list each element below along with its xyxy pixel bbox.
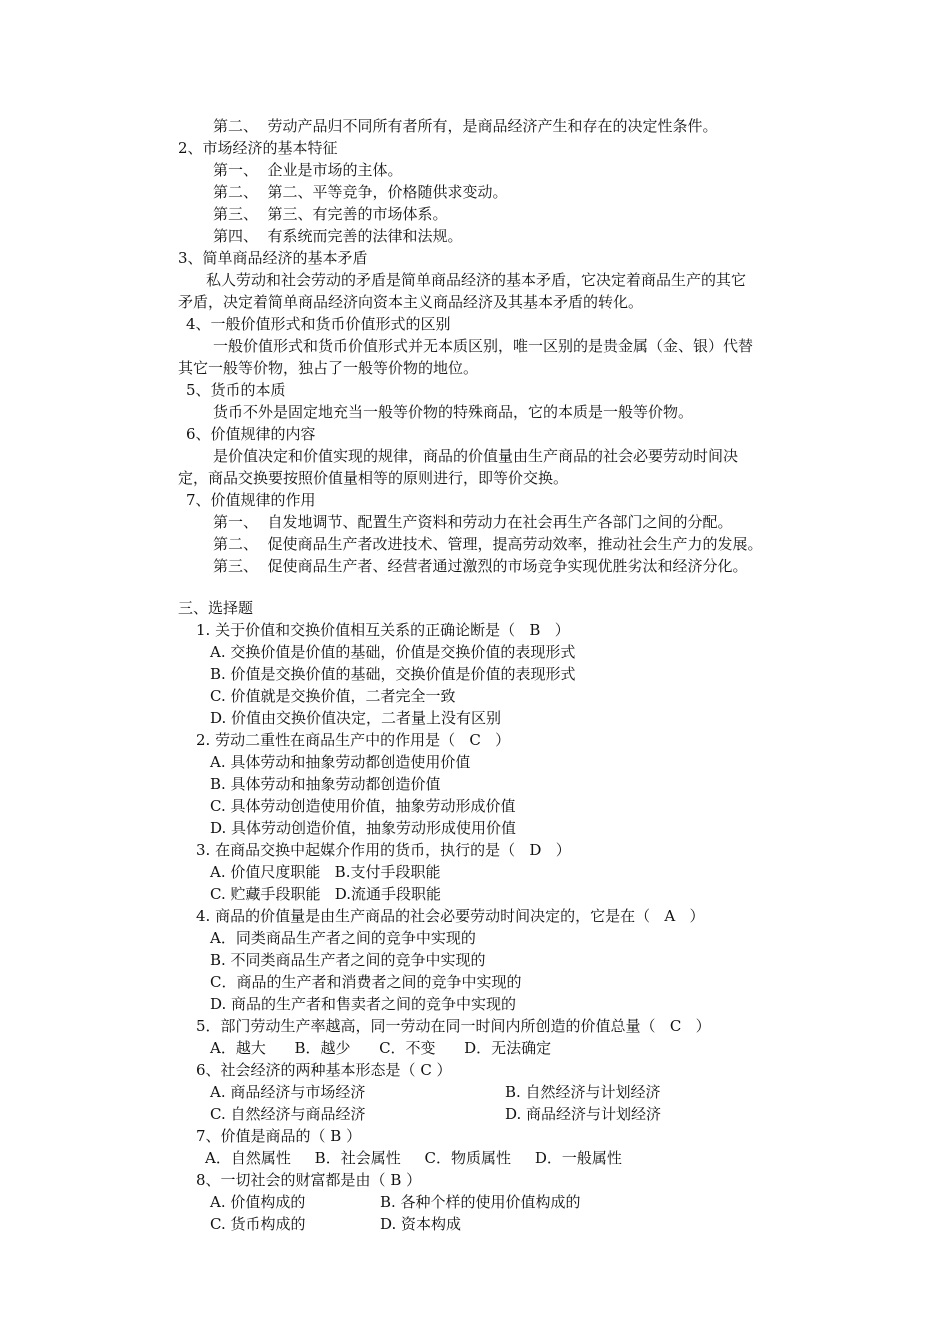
q4-paragraph-line-2: 其它一般等价物，独占了一般等价物的地位。 [178, 359, 479, 377]
q7-item-2: 第二、 促使商品生产者改进技术、管理，提高劳动效率，推动社会生产力的发展。 [213, 535, 763, 553]
mcq-3-stem: 3. 在商品交换中起媒介作用的货币，执行的是（ D ） [196, 841, 571, 859]
q2-item-1: 第一、 企业是市场的主体。 [213, 161, 403, 179]
mcq-8-option-d: D. 资本构成 [380, 1215, 462, 1233]
mcq-6-option-d: D. 商品经济与计划经济 [505, 1105, 662, 1123]
mcq-7-options: A．自然属性 B．社会属性 C．物质属性 D．一般属性 [205, 1149, 622, 1167]
mcq-1-option-c: C. 价值就是交换价值，二者完全一致 [210, 687, 456, 705]
mcq-4-option-b: B. 不同类商品生产者之间的竞争中实现的 [210, 951, 486, 969]
section-3-heading: 三、选择题 [178, 599, 254, 617]
mcq-4-option-d: D. 商品的生产者和售卖者之间的竞争中实现的 [210, 995, 517, 1013]
mcq-1-option-b: B. 价值是交换价值的基础，交换价值是价值的表现形式 [210, 665, 576, 683]
q4-paragraph-line-1: 一般价值形式和货币价值形式并无本质区别，唯一区别的是贵金属（金、银）代替 [213, 337, 754, 355]
mcq-8-option-b: B. 各种个样的使用价值构成的 [380, 1193, 581, 1211]
mcq-2-option-a: A. 具体劳动和抽象劳动都创造使用价值 [210, 753, 471, 771]
mcq-6-stem: 6、社会经济的两种基本形态是（ C ） [196, 1061, 452, 1079]
mcq-8-stem: 8、一切社会的财富都是由（ B ） [196, 1171, 422, 1189]
market-economy-condition-item-2: 第二、 劳动产品归不同所有者所有，是商品经济产生和存在的决定性条件。 [213, 117, 718, 135]
q6-paragraph-line-1: 是价值决定和价值实现的规律，商品的价值量由生产商品的社会必要劳动时间决 [213, 447, 739, 465]
mcq-3-options-row-1: A. 价值尺度职能 B.支付手段职能 [210, 863, 441, 881]
q7-heading: 7、价值规律的作用 [186, 491, 316, 509]
mcq-6-option-c: C. 自然经济与商品经济 [210, 1105, 366, 1123]
q7-item-3: 第三、 促使商品生产者、经营者通过激烈的市场竞争实现优胜劣汰和经济分化。 [213, 557, 748, 575]
q6-paragraph-line-2: 定，商品交换要按照价值量相等的原则进行，即等价交换。 [178, 469, 569, 487]
mcq-7-stem: 7、价值是商品的（ B ） [196, 1127, 362, 1145]
q2-item-2: 第二、 第二、平等竞争，价格随供求变动。 [213, 183, 508, 201]
mcq-6-option-a: A. 商品经济与市场经济 [210, 1083, 366, 1101]
mcq-2-option-d: D. 具体劳动创造价值，抽象劳动形成使用价值 [210, 819, 517, 837]
q3-heading: 3、简单商品经济的基本矛盾 [178, 249, 368, 267]
q5-paragraph-line-1: 货币不外是固定地充当一般等价物的特殊商品，它的本质是一般等价物。 [213, 403, 694, 421]
mcq-4-option-a: A．同类商品生产者之间的竞争中实现的 [210, 929, 476, 947]
mcq-1-option-d: D. 价值由交换价值决定，二者量上没有区别 [210, 709, 502, 727]
q2-item-3: 第三、 第三、有完善的市场体系。 [213, 205, 448, 223]
mcq-1-option-a: A. 交换价值是价值的基础，价值是交换价值的表现形式 [210, 643, 576, 661]
q2-item-4: 第四、 有系统而完善的法律和法规。 [213, 227, 463, 245]
q2-heading: 2、市场经济的基本特征 [178, 139, 338, 157]
mcq-5-stem: 5．部门劳动生产率越高，同一劳动在同一时间内所创造的价值总量（ C ） [196, 1017, 711, 1035]
q7-item-1: 第一、 自发地调节、配置生产资料和劳动力在社会再生产各部门之间的分配。 [213, 513, 733, 531]
mcq-1-stem: 1. 关于价值和交换价值相互关系的正确论断是（ B ） [196, 621, 570, 639]
q6-heading: 6、价值规律的内容 [186, 425, 316, 443]
q3-paragraph-line-1: 私人劳动和社会劳动的矛盾是简单商品经济的基本矛盾，它决定着商品生产的其它 [206, 271, 747, 289]
mcq-8-option-c: C. 货币构成的 [210, 1215, 306, 1233]
mcq-6-option-b: B. 自然经济与计划经济 [505, 1083, 661, 1101]
mcq-5-options: A．越大 B．越少 C．不变 D．无法确定 [210, 1039, 552, 1057]
mcq-4-stem: 4. 商品的价值量是由生产商品的社会必要劳动时间决定的，它是在（ A ） [196, 907, 705, 925]
q3-paragraph-line-2: 矛盾，决定着简单商品经济向资本主义商品经济及其基本矛盾的转化。 [178, 293, 644, 311]
mcq-8-option-a: A. 价值构成的 [210, 1193, 306, 1211]
mcq-4-option-c: C．商品的生产者和消费者之间的竞争中实现的 [210, 973, 522, 991]
mcq-2-option-b: B. 具体劳动和抽象劳动都创造价值 [210, 775, 441, 793]
mcq-3-options-row-2: C. 贮藏手段职能 D.流通手段职能 [210, 885, 442, 903]
q5-heading: 5、货币的本质 [186, 381, 286, 399]
mcq-2-option-c: C. 具体劳动创造使用价值，抽象劳动形成价值 [210, 797, 516, 815]
q4-heading: 4、一般价值形式和货币价值形式的区别 [186, 315, 451, 333]
mcq-2-stem: 2. 劳动二重性在商品生产中的作用是（ C ） [196, 731, 511, 749]
